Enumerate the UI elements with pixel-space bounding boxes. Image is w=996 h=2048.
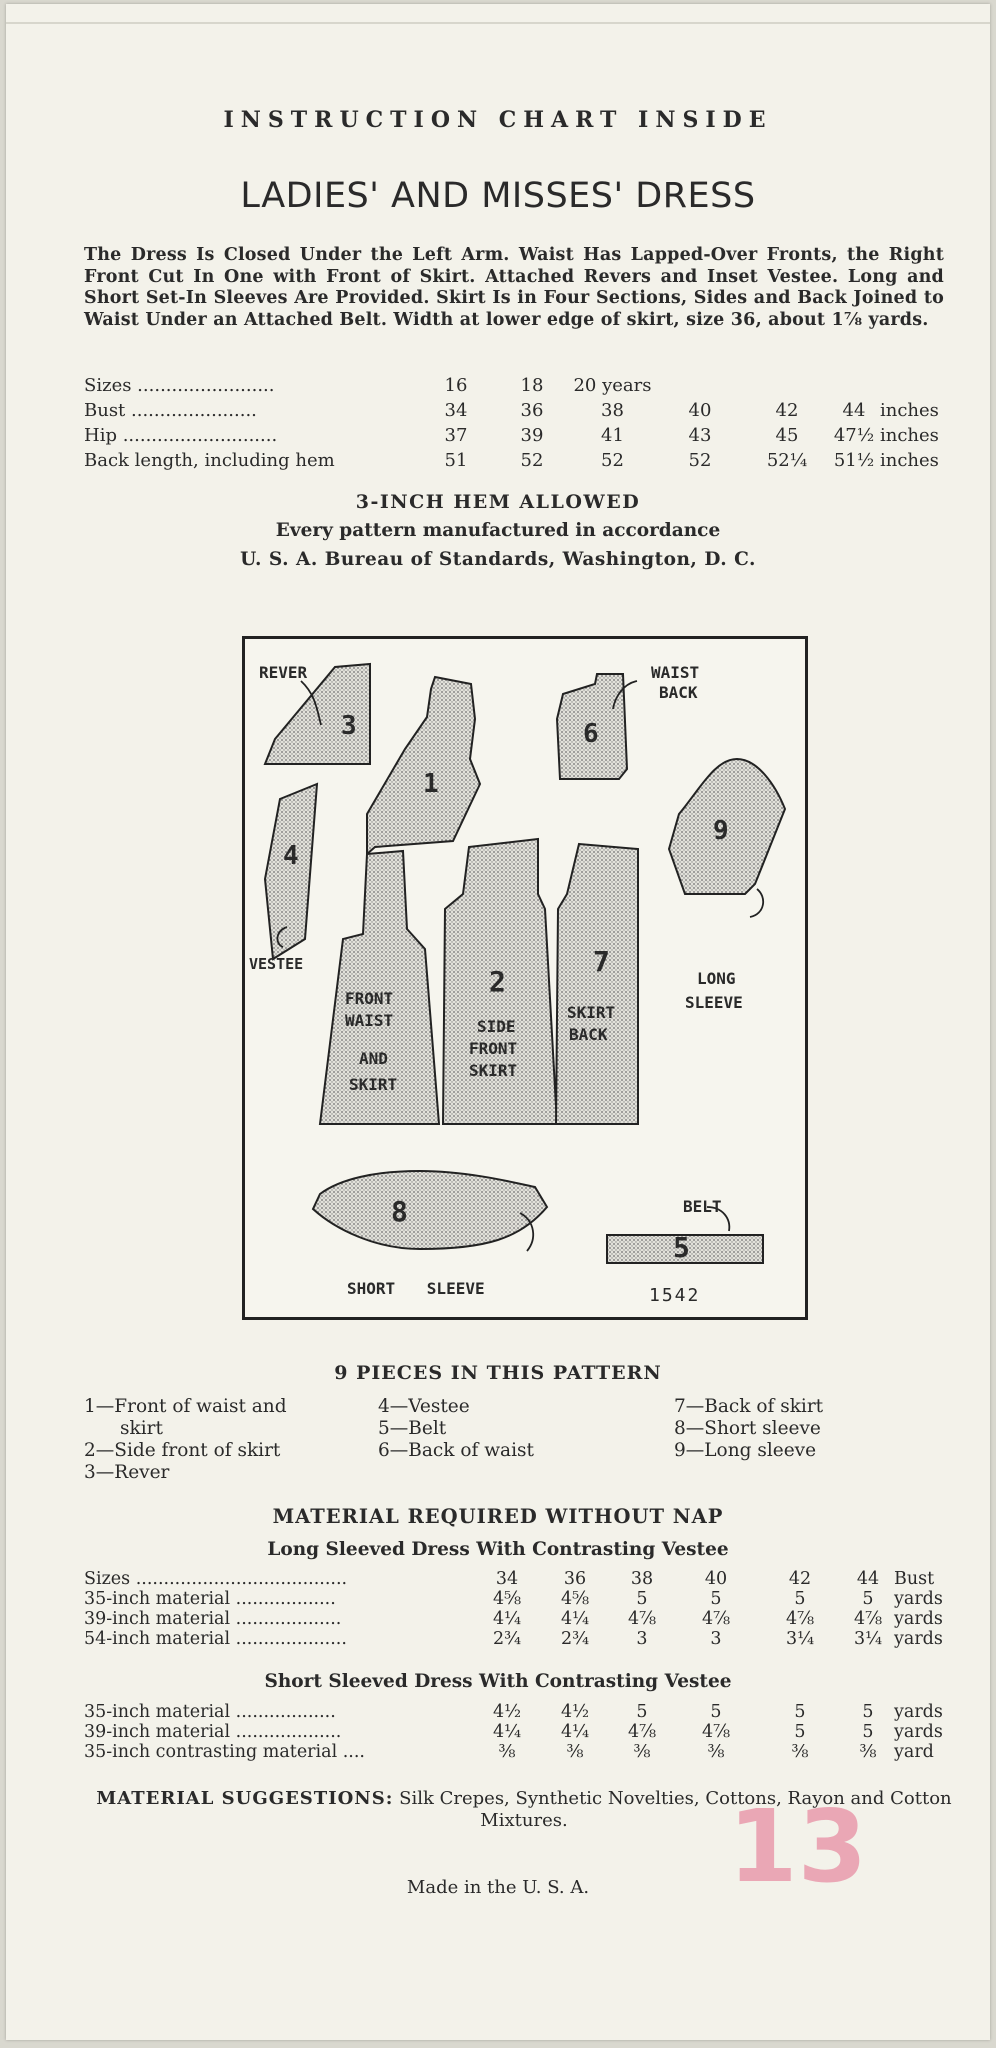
short-sleeve-material-table xyxy=(84,1702,964,1762)
label-belt: BELT xyxy=(683,1197,722,1216)
long-material-value: 3¼ xyxy=(853,1629,883,1649)
pieces-heading: 9 PIECES IN THIS PATTERN xyxy=(334,1362,662,1384)
measurement-value: 43 xyxy=(688,425,712,446)
long-material-row xyxy=(84,1589,964,1609)
piece-vestee xyxy=(265,784,317,959)
long-material-row xyxy=(84,1629,964,1649)
long-material-unit: Bust xyxy=(894,1569,935,1589)
measurement-row xyxy=(84,373,960,398)
measurement-label: Hip ........................... xyxy=(84,425,278,446)
short-material-label: 35-inch contrasting material .... xyxy=(84,1742,365,1762)
measurement-unit: inches xyxy=(880,425,939,446)
measurement-label: Back length, including hem xyxy=(84,450,335,471)
short-material-row xyxy=(84,1702,964,1722)
piece-skirt-back xyxy=(556,844,638,1124)
piece-item: 3—Rever xyxy=(84,1462,170,1483)
measurement-unit: inches xyxy=(880,450,939,471)
short-material-value: 5 xyxy=(794,1702,806,1722)
measurement-value xyxy=(828,373,880,398)
piece-short-sleeve xyxy=(313,1171,547,1249)
measurement-value: 44 xyxy=(842,400,866,421)
short-material-value: ⅜ xyxy=(498,1742,516,1762)
short-material-value: ⅜ xyxy=(707,1742,725,1762)
short-material-unit: yards xyxy=(894,1702,943,1722)
short-material-row xyxy=(84,1742,964,1762)
pattern-envelope-back xyxy=(6,4,990,2040)
pieces-column-1 xyxy=(84,1396,287,1484)
measurement-table xyxy=(84,373,960,473)
long-material-value: 36 xyxy=(563,1569,587,1589)
label-front-3: AND xyxy=(359,1049,388,1068)
long-material-value: 4¼ xyxy=(560,1609,590,1629)
piece-item: 1—Front of waist and xyxy=(84,1396,287,1417)
piece-item: 7—Back of skirt xyxy=(674,1396,824,1417)
short-material-label: 35-inch material .................. xyxy=(84,1702,336,1722)
long-material-value: 5 xyxy=(636,1589,648,1609)
label-long-sleeve-2: SLEEVE xyxy=(685,993,743,1012)
pattern-number: 1542 xyxy=(649,1285,701,1306)
measurement-value: 41 xyxy=(601,425,624,446)
long-material-row xyxy=(84,1569,964,1589)
piece-item: 6—Back of waist xyxy=(378,1440,534,1461)
long-material-value: 2¾ xyxy=(492,1629,522,1649)
short-material-value: ⅜ xyxy=(633,1742,651,1762)
long-material-value: 4⅞ xyxy=(701,1609,731,1629)
long-material-label: 54-inch material .................... xyxy=(84,1629,347,1649)
measurement-unit xyxy=(880,373,960,398)
short-material-value: 4¼ xyxy=(560,1722,590,1742)
measurement-value: 52¼ xyxy=(766,450,808,471)
label-front-2: WAIST xyxy=(345,1011,394,1030)
measurement-label: Bust ...................... xyxy=(84,400,257,421)
short-sleeve-subheading: Short Sleeved Dress With Contrasting Vestee xyxy=(264,1671,732,1692)
long-material-unit: yards xyxy=(894,1609,943,1629)
short-material-value: 4½ xyxy=(492,1702,522,1722)
label-waist-back-1: WAIST xyxy=(651,663,700,682)
short-material-value: 5 xyxy=(862,1722,874,1742)
long-material-value: 3 xyxy=(710,1629,722,1649)
piece-number-1: 1 xyxy=(423,769,439,799)
ink-stamp xyxy=(728,1788,868,1905)
piece-number-5: 5 xyxy=(673,1231,690,1264)
long-material-value: 2¾ xyxy=(560,1629,590,1649)
measurement-value: 34 xyxy=(444,400,468,421)
material-heading: MATERIAL REQUIRED WITHOUT NAP xyxy=(272,1505,724,1528)
long-sleeve-subheading: Long Sleeved Dress With Contrasting Vestee xyxy=(267,1539,729,1560)
long-material-row xyxy=(84,1609,964,1629)
long-material-unit: yards xyxy=(894,1589,943,1609)
long-material-label: 35-inch material .................. xyxy=(84,1589,336,1609)
pattern-layout-diagram xyxy=(242,636,808,1320)
measurement-value: 16 xyxy=(444,375,468,396)
long-material-value: 5 xyxy=(794,1589,806,1609)
short-material-label: 39-inch material ................... xyxy=(84,1722,342,1742)
measurement-value: 51½ xyxy=(833,450,875,471)
measurement-value xyxy=(746,373,828,398)
label-front-1: FRONT xyxy=(345,989,394,1008)
measurement-value: 38 xyxy=(601,400,624,421)
long-sleeve-material-table xyxy=(84,1569,964,1649)
long-material-value: 4⅝ xyxy=(492,1589,522,1609)
measurement-value: 52 xyxy=(688,450,712,471)
short-material-value: 4⅞ xyxy=(701,1722,731,1742)
piece-number-4: 4 xyxy=(283,841,299,871)
long-material-label: Sizes ...................................... xyxy=(84,1569,348,1589)
pattern-title: LADIES' AND MISSES' DRESS xyxy=(240,176,756,216)
standards-line-1: Every pattern manufactured in accordance xyxy=(275,520,721,541)
label-waist-back-2: BACK xyxy=(659,683,698,702)
short-material-unit: yards xyxy=(894,1722,943,1742)
suggestions-label: MATERIAL SUGGESTIONS: xyxy=(96,1788,394,1809)
piece-number-8: 8 xyxy=(391,1195,408,1228)
instruction-banner: INSTRUCTION CHART INSIDE xyxy=(223,107,773,133)
piece-item: 8—Short sleeve xyxy=(674,1418,821,1439)
long-material-value: 4⅞ xyxy=(785,1609,815,1629)
long-material-value: 38 xyxy=(630,1569,654,1589)
measurement-value: 52 xyxy=(520,450,544,471)
measurement-value: 20 years xyxy=(573,375,652,396)
measurement-value: 36 xyxy=(520,400,544,421)
standards-line-2: U. S. A. Bureau of Standards, Washington, D. C. xyxy=(240,549,756,570)
measurement-unit: inches xyxy=(880,400,939,421)
long-sleeve-arrow xyxy=(750,889,763,917)
piece-item: 9—Long sleeve xyxy=(674,1440,817,1461)
piece-number-9: 9 xyxy=(713,816,729,846)
measurement-value: 52 xyxy=(601,450,624,471)
measurement-value: 51 xyxy=(444,450,468,471)
piece-item: 5—Belt xyxy=(378,1418,447,1439)
short-material-value: 4½ xyxy=(560,1702,590,1722)
short-material-value: 4¼ xyxy=(492,1722,522,1742)
label-side-3: SKIRT xyxy=(469,1061,518,1080)
short-material-value: 4⅞ xyxy=(627,1722,657,1742)
long-material-value: 4⅝ xyxy=(560,1589,590,1609)
short-material-value: ⅜ xyxy=(566,1742,584,1762)
long-material-label: 39-inch material ................... xyxy=(84,1609,342,1629)
long-material-unit: yards xyxy=(894,1629,943,1649)
long-material-value: 4¼ xyxy=(492,1609,522,1629)
measurement-row xyxy=(84,423,960,448)
suggestions-text: Silk Crepes, Synthetic Novelties, Cottons, Rayon and Cotton Mixtures. xyxy=(399,1788,952,1831)
paper-fold-line xyxy=(6,22,990,24)
measurement-value: 39 xyxy=(520,425,544,446)
long-material-value: 34 xyxy=(495,1569,519,1589)
piece-number-3: 3 xyxy=(341,711,357,741)
measurement-value: 42 xyxy=(775,400,799,421)
measurement-value: 45 xyxy=(775,425,799,446)
long-material-value: 42 xyxy=(788,1569,812,1589)
label-short-sleeve: SHORT SLEEVE xyxy=(347,1279,485,1298)
label-side-1: SIDE xyxy=(477,1017,516,1036)
label-skirt-back-2: BACK xyxy=(569,1025,608,1044)
short-material-value: ⅜ xyxy=(791,1742,809,1762)
long-material-value: 3¼ xyxy=(785,1629,815,1649)
piece-item: 4—Vestee xyxy=(378,1396,470,1417)
measurement-value: 40 xyxy=(688,400,712,421)
piece-number-7: 7 xyxy=(593,945,610,978)
piece-number-2: 2 xyxy=(489,965,506,998)
piece-number-6: 6 xyxy=(583,719,599,749)
long-material-value: 5 xyxy=(710,1589,722,1609)
long-material-value: 40 xyxy=(704,1569,728,1589)
label-skirt-back-1: SKIRT xyxy=(567,1003,616,1022)
long-material-value: 4⅞ xyxy=(853,1609,883,1629)
label-front-4: SKIRT xyxy=(349,1075,398,1094)
measurement-label: Sizes ........................ xyxy=(84,375,275,396)
pieces-column-3 xyxy=(674,1396,823,1462)
label-long-sleeve-1: LONG xyxy=(697,969,736,988)
made-in-usa: Made in the U. S. A. xyxy=(406,1877,590,1898)
measurement-value: 37 xyxy=(444,425,468,446)
short-material-row xyxy=(84,1722,964,1742)
pattern-description: The Dress Is Closed Under the Left Arm. Waist Has Lapped-Over Fronts, the Right Front Cut In One with Front of Skirt. Attached Revers and Inset Vestee. Long and Short Set-In Sleeves Are Provided. Skirt Is in Four Sections, Sides and Back Joined to Waist Under an Attached Belt. Width at lower edge of skirt, size 36, about 1⅞ yards. xyxy=(84,245,944,330)
short-material-value: 5 xyxy=(862,1702,874,1722)
short-material-unit: yard xyxy=(894,1742,934,1762)
short-material-value: ⅜ xyxy=(859,1742,877,1762)
long-material-value: 4⅞ xyxy=(627,1609,657,1629)
hem-note: 3-INCH HEM ALLOWED xyxy=(355,491,641,513)
label-side-2: FRONT xyxy=(469,1039,518,1058)
piece-item: skirt xyxy=(120,1418,163,1439)
label-rever: REVER xyxy=(259,663,308,682)
piece-front-waist-skirt xyxy=(367,677,480,854)
measurement-row xyxy=(84,398,960,423)
short-material-value: 5 xyxy=(794,1722,806,1742)
short-material-value: 5 xyxy=(636,1702,648,1722)
stamp-number: 13 xyxy=(728,1788,868,1905)
measurement-value xyxy=(654,373,746,398)
measurement-value: 47½ xyxy=(833,425,875,446)
long-material-value: 5 xyxy=(862,1589,874,1609)
long-material-value: 3 xyxy=(636,1629,648,1649)
measurement-row xyxy=(84,448,960,473)
long-material-value: 44 xyxy=(856,1569,880,1589)
short-material-value: 5 xyxy=(710,1702,722,1722)
pieces-column-2 xyxy=(378,1396,534,1462)
piece-item: 2—Side front of skirt xyxy=(84,1440,281,1461)
label-vestee: VESTEE xyxy=(249,955,304,973)
measurement-value: 18 xyxy=(520,375,544,396)
